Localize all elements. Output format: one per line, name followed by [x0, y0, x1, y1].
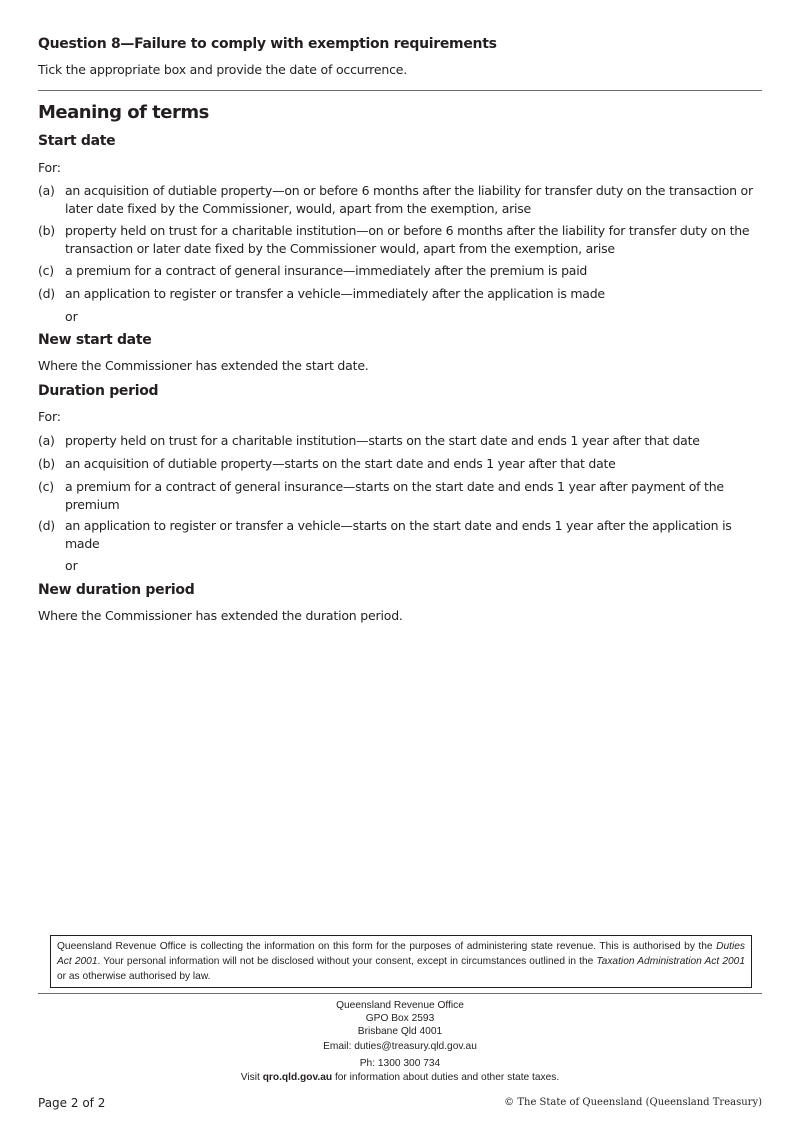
list-text: an acquisition of dutiable property—on or before 6 months after the liability for transfer duty on the transaction or later date fixed by the Commissioner, would, apart from the exemption, arise [65, 183, 753, 216]
new-start-date-heading: New start date [38, 332, 152, 348]
new-duration-period-heading: New duration period [38, 582, 195, 598]
new-start-date-text: Where the Commissioner has extended the start date. [38, 358, 369, 373]
list-text: property held on trust for a charitable institution—on or before 6 months after the liability for transfer duty on the transaction or later date fixed by the Commissioner would, apart from the exemption, arise [65, 223, 750, 256]
list-marker: (a) [38, 183, 55, 198]
document-page [38, 0, 762, 1130]
page-number: Page 2 of 2 [38, 1096, 106, 1110]
office-po-box: GPO Box 2593 [365, 1013, 435, 1024]
duration-period-intro: For: [38, 409, 61, 424]
list-marker: (a) [38, 433, 55, 448]
visit-prefix: Visit [240, 1072, 263, 1083]
list-text: an acquisition of dutiable property—starts on the start date and ends 1 year after that date [65, 456, 616, 471]
office-city: Brisbane Qld 4001 [357, 1026, 443, 1037]
copyright-notice: © The State of Queensland (Queensland Treasury) [504, 1097, 762, 1108]
list-text: an application to register or transfer a vehicle—immediately after the application is made [65, 286, 605, 301]
privacy-text: Queensland Revenue Office is collecting the information on this form for the purposes of administering state revenue. This is authorised by the [57, 941, 717, 952]
privacy-text: or as otherwise authorised by law. [57, 971, 211, 982]
list-marker: (c) [38, 479, 54, 494]
list-marker: (d) [38, 518, 55, 533]
list-text: an application to register or transfer a vehicle—starts on the start date and ends 1 year after the application is made [65, 518, 732, 551]
question-title: Question 8—Failure to comply with exemption requirements [38, 36, 497, 52]
duration-period-heading: Duration period [38, 383, 159, 399]
office-email: Email: duties@treasury.qld.gov.au [323, 1041, 477, 1052]
footer-divider [38, 993, 762, 994]
list-marker: (b) [38, 223, 55, 238]
new-duration-period-text: Where the Commissioner has extended the duration period. [38, 608, 403, 623]
visit-line [38, 1071, 762, 1084]
or-separator: or [65, 309, 78, 324]
visit-suffix: for information about duties and other state taxes. [332, 1072, 560, 1083]
section-divider [38, 90, 762, 91]
start-date-heading: Start date [38, 133, 116, 149]
office-name: Queensland Revenue Office [336, 1000, 464, 1011]
office-phone: Ph: 1300 300 734 [359, 1058, 441, 1069]
website-link[interactable]: qro.qld.gov.au [262, 1072, 333, 1083]
start-date-intro: For: [38, 160, 61, 175]
list-text: a premium for a contract of general insurance—starts on the start date and ends 1 year after payment of the premium [65, 479, 724, 512]
list-marker: (d) [38, 286, 55, 301]
privacy-notice [50, 935, 752, 988]
question-instruction: Tick the appropriate box and provide the date of occurrence. [38, 62, 407, 77]
list-text: a premium for a contract of general insurance—immediately after the premium is paid [65, 263, 588, 278]
taxation-act-reference: Taxation Administration Act 2001 [596, 956, 745, 967]
list-marker: (c) [38, 263, 54, 278]
list-text: property held on trust for a charitable institution—starts on the start date and ends 1 year after that date [65, 433, 700, 448]
duties-act-reference: Duties Act 2001 [57, 941, 745, 967]
privacy-text: . Your personal information will not be disclosed without your consent, except in circumstances outlined in the [97, 956, 597, 967]
terms-heading: Meaning of terms [38, 102, 209, 123]
or-separator: or [65, 558, 78, 573]
list-marker: (b) [38, 456, 55, 471]
